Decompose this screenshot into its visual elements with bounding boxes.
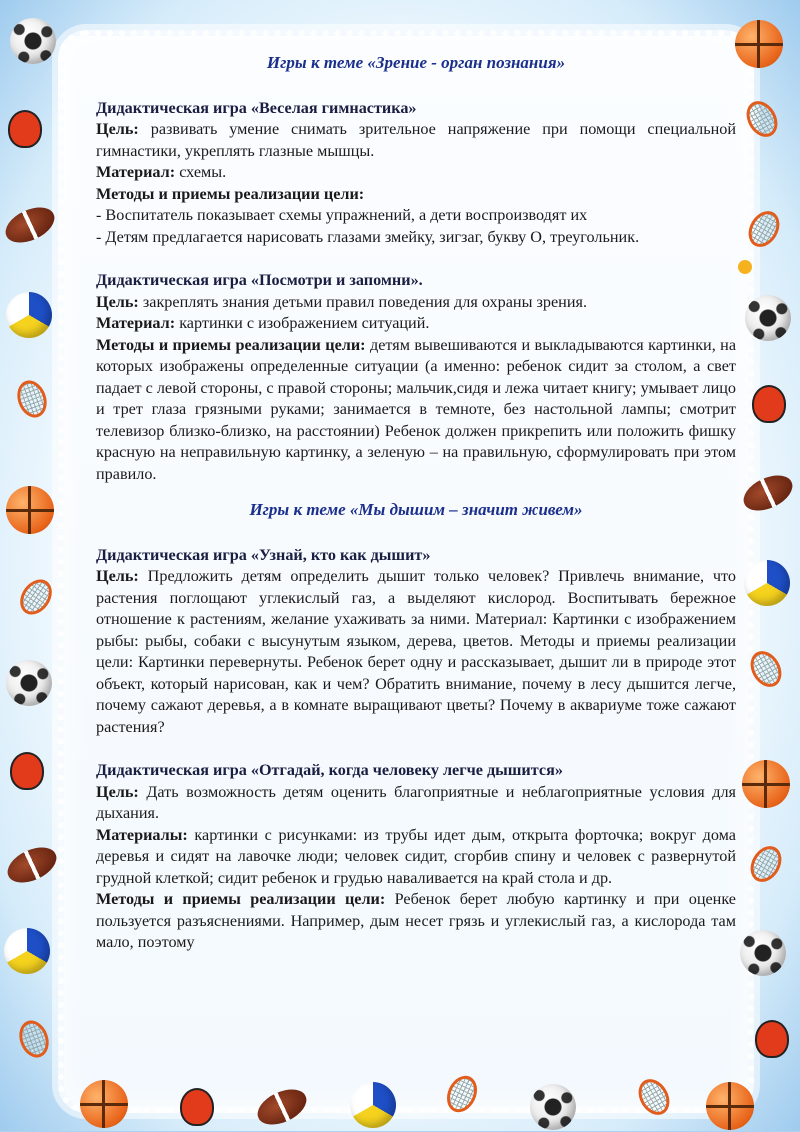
material-paragraph <box>96 162 736 184</box>
volleyball-icon <box>350 1082 396 1128</box>
goal-paragraph <box>96 119 736 162</box>
goal-paragraph <box>96 292 736 314</box>
goal-paragraph <box>96 782 736 825</box>
material-text: картинки с изображением ситуаций. <box>175 314 430 332</box>
soccer-ball-icon <box>10 18 56 64</box>
methods-label: Методы и приемы реализации цели: <box>96 335 366 354</box>
goal-label: Цель: <box>96 292 139 311</box>
ping-pong-paddle-icon <box>755 1020 789 1058</box>
material-text: картинки с рисунками: из трубы идет дым, открыта форточка; вокруг дома деревья и сидят на лавочке люди; человек сидит, сгорбив спину и человек с развернутой грудной клеткой; сидит ребенок и грудью наваливается на край стола и др. <box>96 825 736 887</box>
methods-text: Ребенок берет любую картинку и при оценке пользуется разъяснениями. Например, дым несет грязь и углекислый газ, а кислорода там мало, поэтому <box>96 890 736 951</box>
material-text: схемы. <box>175 163 227 181</box>
tennis-ball-icon <box>738 260 752 274</box>
goal-label: Цель: <box>96 120 139 138</box>
goal-text: Предложить детям определить дышит только человек? Привлечь внимание, что растения поглощают углекислый газ, а выделяют кислород. Воспитывать бережное отношение к растениям, желание ухаживать за ними. Материал: Картинки с изображением рыбы: рыбы, собаки с высунутым языком, дерева, цветов. Методы и приемы реализации цели: Картинки перевернуты. Ребенок берет одну и рассказывает, дышит ли в природе этот объект, который нарисован, как и чем? Обратить внимание, почему в лесу дышится легче, почему сажают деревья, а в комнате выращивают цветы? Почему в аквариуме тоже сажают растения? <box>96 567 736 736</box>
basketball-icon <box>735 20 783 68</box>
ping-pong-paddle-icon <box>8 110 42 148</box>
game-title: Дидактическая игра «Посмотри и запомни». <box>96 271 423 289</box>
volleyball-icon <box>744 560 790 606</box>
method-item: - Воспитатель показывает схемы упражнений, а дети воспроизводят их <box>96 206 588 224</box>
document-body <box>96 52 736 954</box>
volleyball-icon <box>4 928 50 974</box>
goal-label: Цель: <box>96 567 139 585</box>
material-label: Материал: <box>96 163 176 181</box>
material-label: Материал: <box>96 314 176 332</box>
section2-title: Игры к теме «Мы дышим – значит живем» <box>249 500 583 519</box>
material-paragraph <box>96 313 736 335</box>
soccer-ball-icon <box>745 295 791 341</box>
ping-pong-paddle-icon <box>10 752 44 790</box>
basketball-icon <box>706 1082 754 1130</box>
goal-label: Цель: <box>96 782 139 801</box>
basketball-icon <box>6 486 54 534</box>
goal-paragraph <box>96 566 736 738</box>
soccer-ball-icon <box>6 660 52 706</box>
goal-text: развивать умение снимать зрительное напряжение при помощи специальной гимнастики, укреплять глазные мышцы. <box>96 120 736 160</box>
methods-label: Методы и приемы реализации цели: <box>96 890 386 908</box>
game-title: Дидактическая игра «Узнай, кто как дышит» <box>96 545 431 564</box>
ping-pong-paddle-icon <box>752 385 786 423</box>
game-title: Дидактическая игра «Веселая гимнастика» <box>96 98 417 117</box>
soccer-ball-icon <box>530 1084 576 1130</box>
method-item: - Детям предлагается нарисовать глазами змейку, зигзаг, букву О, треугольник. <box>96 227 640 246</box>
methods-paragraph <box>96 335 736 486</box>
ping-pong-paddle-icon <box>180 1088 214 1126</box>
methods-text: детям вывешиваются и выкладываются картинки, на которых изображены определенные ситуации (а именно: ребенок сидит за столом, а свет падает с левой стороны, с правой стороны; мальчик,сидя и лежа читает книгу; умывает лицо и трет глаза грязными руками; занимается в темноте, без настольной лампы; смотрит телевизор близко-близко, на расстоянии) Ребенок должен прикрепить или положить фишку красную на неправильную картинку, а зеленую – на правильную, сформулировать при этом правило. <box>96 335 737 483</box>
goal-text: закреплять знания детьми правил поведения для охраны зрения. <box>138 292 587 311</box>
game-title: Дидактическая игра «Отгадай, когда человеку легче дышится» <box>96 761 563 779</box>
soccer-ball-icon <box>740 930 786 976</box>
methods-paragraph <box>96 889 736 954</box>
section1-title: Игры к теме «Зрение - орган познания» <box>266 53 566 72</box>
methods-label: Методы и приемы реализации цели: <box>96 184 365 203</box>
basketball-icon <box>80 1080 128 1128</box>
material-label: Материалы: <box>96 825 188 844</box>
goal-text: Дать возможность детям оценить благоприятные и неблагоприятные условия для дыхания. <box>96 782 736 822</box>
basketball-icon <box>742 760 790 808</box>
material-paragraph <box>96 825 736 890</box>
volleyball-icon <box>6 292 52 338</box>
